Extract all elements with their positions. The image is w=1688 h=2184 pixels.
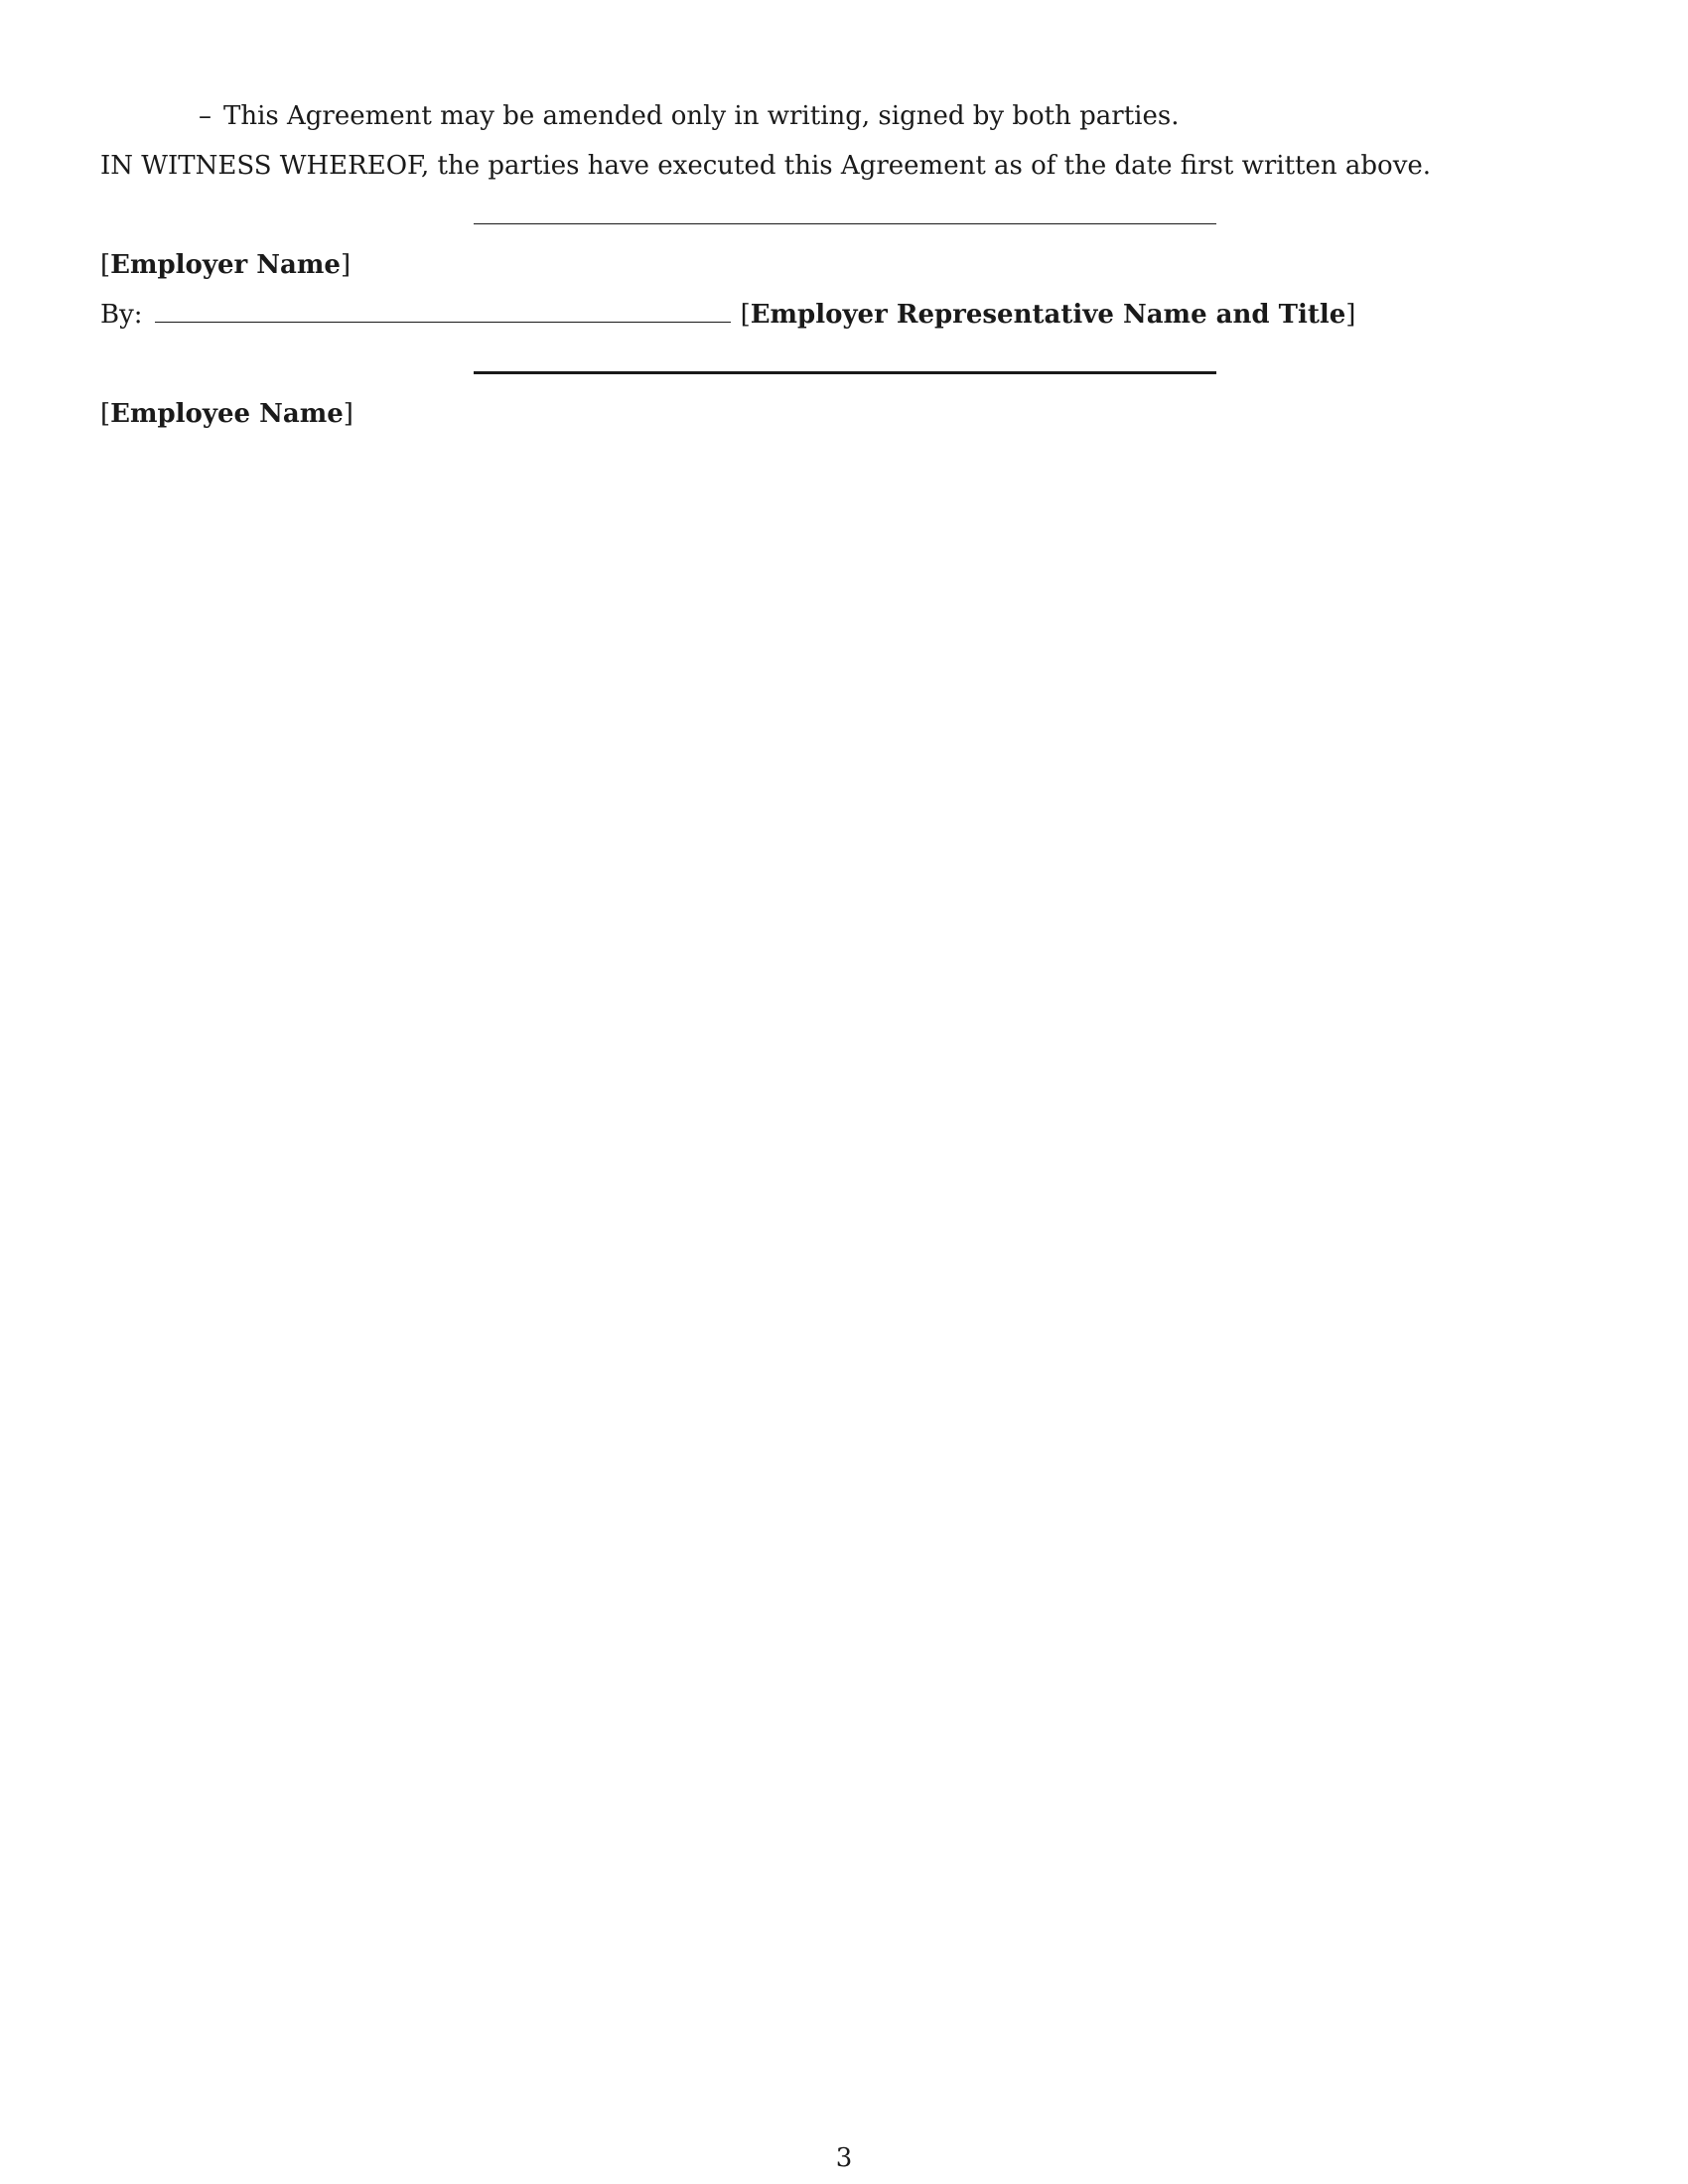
by-label: By:: [100, 300, 143, 330]
page-number: 3: [835, 2143, 853, 2173]
amendment-clause-text: This Agreement may be amended only in writing, signed by both parties.: [223, 101, 1180, 131]
employer-signature-line: [474, 223, 1216, 224]
witness-clause: IN WITNESS WHEREOF, the parties have executed this Agreement as of the date first written above.: [100, 151, 1432, 181]
employer-name-placeholder: [Employer Name]: [100, 250, 352, 280]
employee-name-placeholder: [Employee Name]: [100, 399, 353, 429]
by-signature-blank: [155, 300, 731, 323]
bullet-dash: –: [199, 101, 211, 131]
employer-by-row: By: [Employer Representative Name and Title]: [100, 300, 1356, 330]
employer-representative-placeholder: Employer Representative Name and Title: [750, 300, 1346, 330]
employee-signature-line: [474, 371, 1216, 374]
employee-name-label: Employee Name: [110, 399, 344, 429]
employer-name-label: Employer Name: [110, 250, 341, 280]
amendment-bullet-item: [199, 100, 1179, 132]
